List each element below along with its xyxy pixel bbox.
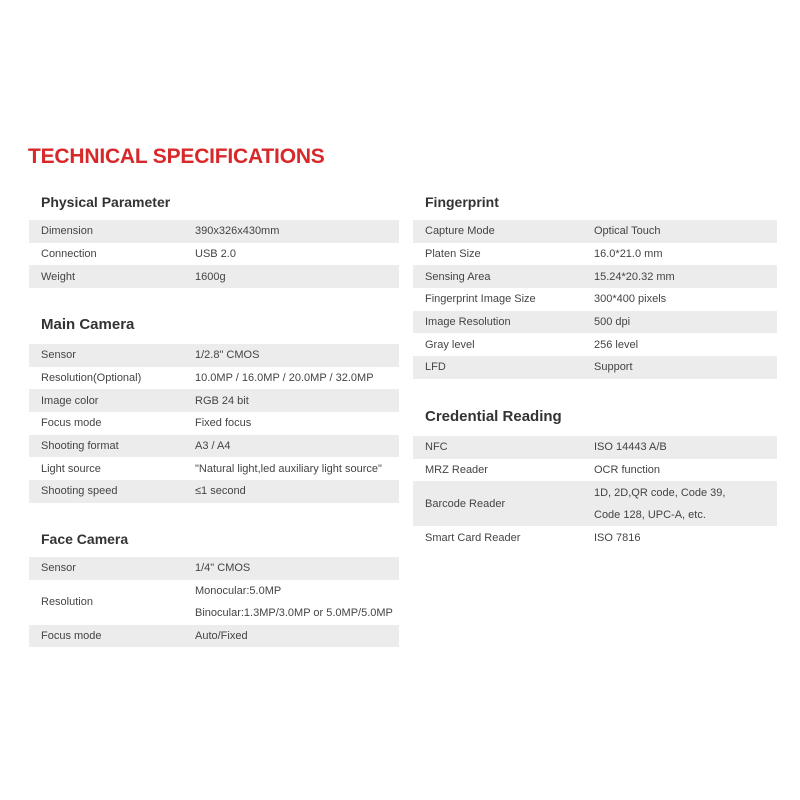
spec-label: Dimension bbox=[41, 225, 93, 238]
spec-label: Weight bbox=[41, 270, 76, 283]
spec-row bbox=[29, 344, 399, 367]
spec-value-line: 300*400 pixels bbox=[594, 293, 667, 306]
spec-label: Sensor bbox=[41, 349, 76, 362]
spec-value-line: 1/2.8" CMOS bbox=[195, 349, 260, 362]
spec-label: Fingerprint Image Size bbox=[425, 293, 536, 306]
spec-label: Image Resolution bbox=[425, 316, 511, 329]
spec-label: NFC bbox=[425, 441, 448, 454]
spec-row bbox=[29, 580, 399, 625]
spec-label: Image color bbox=[41, 394, 99, 407]
spec-value-line: ISO 7816 bbox=[594, 531, 641, 544]
spec-value-line: A3 / A4 bbox=[195, 440, 231, 453]
section-heading: Face Camera bbox=[41, 531, 129, 547]
spec-value bbox=[195, 557, 399, 580]
spec-value-line: USB 2.0 bbox=[195, 248, 236, 261]
spec-value bbox=[195, 580, 399, 625]
spec-value-line: 10.0MP / 16.0MP / 20.0MP / 32.0MP bbox=[195, 372, 374, 385]
spec-label: Gray level bbox=[425, 338, 475, 351]
spec-value-line: ≤1 second bbox=[195, 485, 246, 498]
spec-row bbox=[29, 389, 399, 412]
spec-table bbox=[413, 220, 777, 379]
spec-value-line: 500 dpi bbox=[594, 316, 631, 329]
spec-row bbox=[29, 220, 399, 243]
spec-value-line: 1/4" CMOS bbox=[195, 562, 251, 575]
spec-row bbox=[29, 265, 399, 288]
spec-value bbox=[195, 435, 399, 458]
spec-label: Sensor bbox=[41, 562, 76, 575]
section-fingerprint bbox=[413, 190, 777, 379]
spec-value bbox=[195, 265, 399, 288]
spec-value-line: 1D, 2D,QR code, Code 39, bbox=[594, 486, 726, 499]
spec-value-line: 1600g bbox=[195, 270, 226, 283]
spec-row bbox=[413, 243, 777, 266]
spec-label: Shooting speed bbox=[41, 485, 118, 498]
spec-value bbox=[594, 220, 777, 243]
spec-value-line: ISO 14443 A/B bbox=[594, 441, 667, 454]
spec-value bbox=[594, 311, 777, 334]
spec-label: Resolution bbox=[41, 596, 93, 609]
spec-value-line: "Natural light,led auxiliary light source" bbox=[195, 462, 382, 475]
section-face-camera bbox=[29, 527, 399, 647]
spec-value bbox=[195, 389, 399, 412]
spec-value-line: Monocular:5.0MP bbox=[195, 585, 282, 598]
spec-value-line: RGB 24 bit bbox=[195, 394, 249, 407]
spec-row bbox=[29, 412, 399, 435]
section-heading: Main Camera bbox=[41, 316, 135, 333]
spec-row bbox=[413, 481, 777, 526]
spec-value bbox=[594, 481, 777, 526]
spec-table bbox=[29, 220, 399, 288]
spec-table bbox=[413, 436, 777, 549]
spec-row bbox=[413, 220, 777, 243]
spec-label: Smart Card Reader bbox=[425, 531, 521, 544]
spec-value bbox=[195, 220, 399, 243]
spec-value bbox=[594, 356, 777, 379]
spec-label: Focus mode bbox=[41, 630, 102, 643]
spec-row bbox=[29, 243, 399, 266]
spec-label: Resolution(Optional) bbox=[41, 372, 142, 385]
spec-table bbox=[29, 557, 399, 647]
spec-row bbox=[413, 333, 777, 356]
spec-value bbox=[594, 436, 777, 459]
section-heading: Fingerprint bbox=[425, 194, 499, 210]
spec-value-line: 390x326x430mm bbox=[195, 225, 280, 238]
section-heading: Physical Parameter bbox=[41, 194, 171, 210]
spec-row bbox=[413, 526, 777, 549]
spec-value-line: Support bbox=[594, 361, 633, 374]
spec-row bbox=[413, 356, 777, 379]
spec-label: MRZ Reader bbox=[425, 464, 488, 477]
spec-value-line: Optical Touch bbox=[594, 225, 661, 238]
section-credential-reading bbox=[413, 404, 777, 549]
spec-value-line: 256 level bbox=[594, 338, 639, 351]
spec-value-line: Code 128, UPC-A, etc. bbox=[594, 508, 706, 521]
spec-value bbox=[195, 243, 399, 266]
spec-value bbox=[195, 344, 399, 367]
section-physical-parameter bbox=[29, 190, 399, 288]
spec-value bbox=[195, 625, 399, 648]
spec-label: Shooting format bbox=[41, 440, 119, 453]
spec-row bbox=[29, 625, 399, 648]
spec-label: LFD bbox=[425, 361, 446, 374]
spec-label: Capture Mode bbox=[425, 225, 495, 238]
spec-value bbox=[594, 526, 777, 549]
spec-value bbox=[195, 412, 399, 435]
spec-row bbox=[29, 435, 399, 458]
spec-value bbox=[594, 288, 777, 311]
spec-row bbox=[413, 265, 777, 288]
spec-label: Barcode Reader bbox=[425, 497, 506, 510]
section-heading: Credential Reading bbox=[425, 408, 562, 425]
spec-value-line: Binocular:1.3MP/3.0MP or 5.0MP/5.0MP bbox=[195, 607, 393, 620]
spec-value bbox=[594, 265, 777, 288]
spec-value bbox=[195, 480, 399, 503]
spec-table bbox=[29, 344, 399, 503]
spec-row bbox=[413, 459, 777, 482]
spec-label: Platen Size bbox=[425, 248, 481, 261]
spec-row bbox=[29, 557, 399, 580]
spec-value-line: Auto/Fixed bbox=[195, 630, 248, 643]
spec-row bbox=[413, 436, 777, 459]
spec-value bbox=[195, 457, 399, 480]
spec-value bbox=[594, 333, 777, 356]
page-title: TECHNICAL SPECIFICATIONS bbox=[28, 145, 325, 168]
spec-value-line: Fixed focus bbox=[195, 417, 252, 430]
spec-row bbox=[413, 311, 777, 334]
spec-label: Connection bbox=[41, 248, 97, 261]
spec-label: Focus mode bbox=[41, 417, 102, 430]
spec-label: Sensing Area bbox=[425, 270, 491, 283]
spec-value-line: 15.24*20.32 mm bbox=[594, 270, 675, 283]
spec-label: Light source bbox=[41, 462, 101, 475]
spec-row bbox=[29, 457, 399, 480]
spec-value bbox=[594, 243, 777, 266]
spec-value-line: 16.0*21.0 mm bbox=[594, 248, 663, 261]
spec-row bbox=[29, 367, 399, 390]
spec-value-line: OCR function bbox=[594, 464, 661, 477]
section-main-camera bbox=[29, 312, 399, 503]
spec-value bbox=[594, 459, 777, 482]
spec-row bbox=[413, 288, 777, 311]
spec-row bbox=[29, 480, 399, 503]
spec-value bbox=[195, 367, 399, 390]
